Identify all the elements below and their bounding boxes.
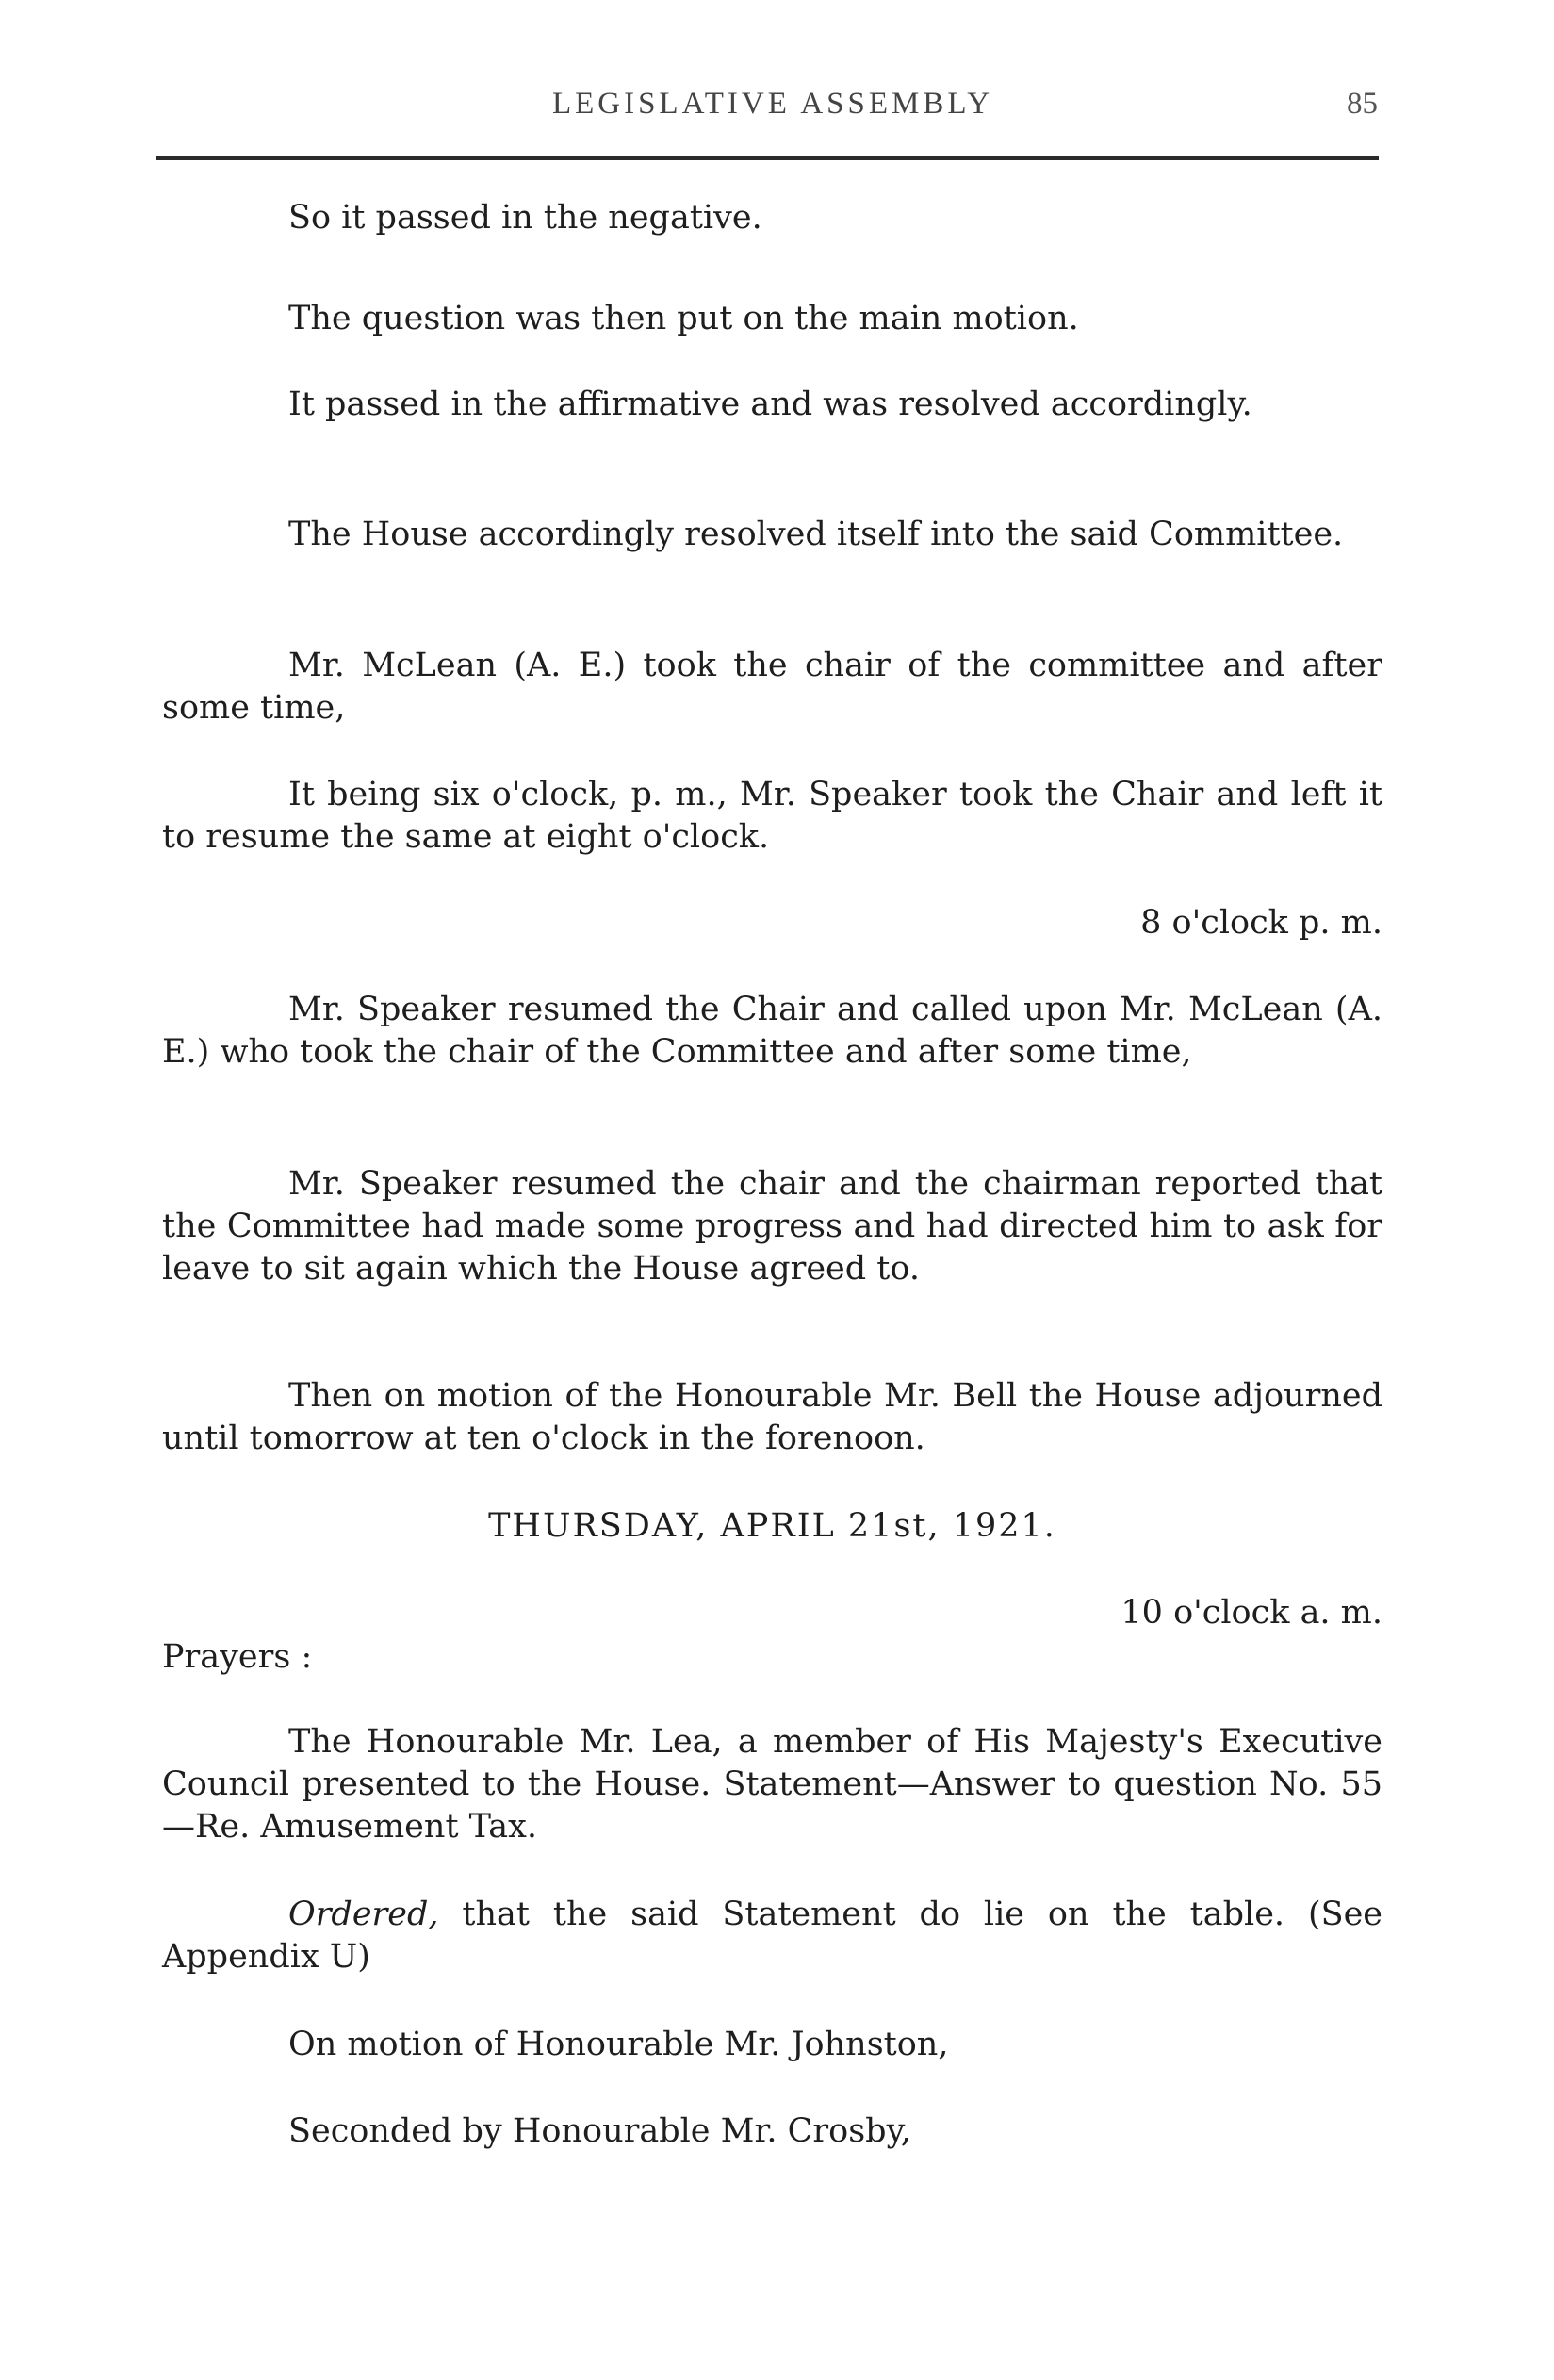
paragraph-motion-johnston: On motion of Honourable Mr. Johnston, (288, 2026, 949, 2063)
paragraph-adjourned: Then on motion of the Honourable Mr. Bell the House adjourned until tomorrow at ten o'clock in the forenoon. (162, 1377, 1382, 1457)
paragraph-mclean: Mr. McLean (A. E.) took the chair of the committee and after some time, (162, 647, 1382, 727)
ordered-italic: Ordered, (288, 1896, 439, 1933)
date-heading: THURSDAY, APRIL 21st, 1921. (488, 1507, 1056, 1545)
ordered-rest: that the said Statement do lie on the table. (See Appendix U) (162, 1896, 1382, 1976)
paragraph-statement: The Honourable Mr. Lea, a member of His Majesty's Executive Council presented to the House. Statement—Answer to question No. 55—Re. Amusement Tax. (162, 1723, 1382, 1846)
time-eight-pm: 8 o'clock p. m. (1140, 904, 1382, 942)
paragraph-question: The question was then put on the main motion. (288, 300, 1079, 337)
running-title: LEGISLATIVE ASSEMBLY (551, 87, 994, 121)
paragraph-affirmative: It passed in the affirmative and was resolved accordingly. (288, 386, 1252, 423)
prayers-label: Prayers : (162, 1638, 313, 1676)
paragraph-committee: The House accordingly resolved itself into the said Committee. (288, 516, 1344, 553)
page-number: 85 (1347, 87, 1378, 121)
paragraph-ordered (162, 1894, 1382, 1978)
paragraph-speaker-resumed: Mr. Speaker resumed the Chair and called upon Mr. McLean (A. E.) who took the chair of the Committee and after some time, (162, 991, 1382, 1071)
paragraph-chairman-reported: Mr. Speaker resumed the chair and the chairman reported that the Committee had made some progress and had directed him to ask for leave to sit again which the House agreed to. (162, 1165, 1382, 1288)
header-rule (156, 156, 1379, 160)
paragraph-seconded-crosby: Seconded by Honourable Mr. Crosby, (288, 2112, 911, 2150)
running-header (160, 87, 1385, 134)
paragraph-six-oclock: It being six o'clock, p. m., Mr. Speaker took the Chair and left it to resume the same at eight o'clock. (162, 776, 1382, 856)
time-ten-am: 10 o'clock a. m. (1121, 1594, 1382, 1632)
paragraph-negative: So it passed in the negative. (288, 199, 762, 237)
